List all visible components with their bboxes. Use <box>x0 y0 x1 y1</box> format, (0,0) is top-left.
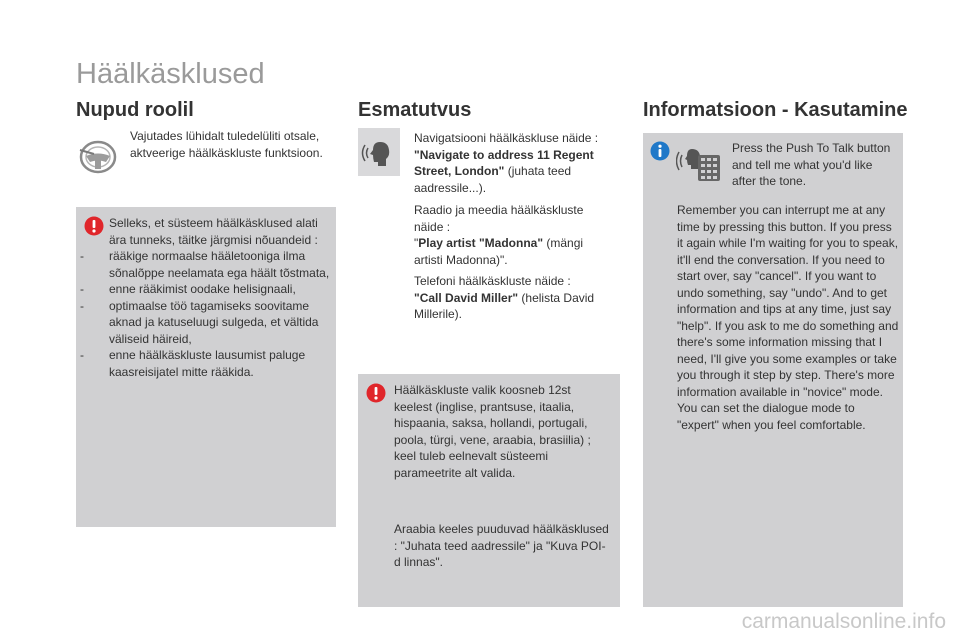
nav-example-suffix: (juhata teed aadressile...). <box>414 164 572 195</box>
section-title-buttons: Nupud roolil <box>76 99 194 121</box>
list-item: - enne häälkäskluste lausumist paluge kaasreisijatel mitte rääkida. <box>76 347 334 380</box>
steering-wheel-icon <box>76 132 118 178</box>
nav-example <box>414 130 614 196</box>
info-panel <box>643 133 903 607</box>
language-note-text: Häälkäskluste valik koosneb 12st keelest (inglise, prantsuse, itaalia, hispaania, saksa, hollandi, portugali, poola, türgi, vene, araabia, brasiilia) ; keel tuleb eelnevalt süsteemi parameetrite alt valida. <box>394 383 591 480</box>
arabic-note-text: Araabia keeles puuduvad häälkäsklused : "Juhata teed aadressile" ja "Kuva POI-d linnas". <box>394 522 609 569</box>
radio-example <box>414 202 614 268</box>
radio-example-suffix: (mängi artisti Madonna)". <box>414 236 584 267</box>
push-to-talk-lead: Press the Push To Talk button and tell me what you'd like after the tone. <box>732 141 891 188</box>
warning-intro: Selleks, et süsteem häälkäsklused alati ära tunneks, täitke järgmisi nõuandeid : <box>109 216 318 247</box>
section-title-first-steps: Esmatutvus <box>358 99 472 121</box>
voice-keypad-icon <box>676 143 726 189</box>
voice-dialogue-text: Remember you can interrupt me at any time by pressing this button. If you press it again while I'm waiting for you to speak, it'll end the conversation. If you need to start over, say "cancel". If you want to undo something, say "undo". And to get information and tips at any time, just say "help". If you ask to me do something and there's some information missing that I need, I'll give you some examples or take you through it step by step. There's more information available in "novice" mode. You can set the dialogue mode to "expert" when you feel comfortable. <box>677 203 899 432</box>
phone-example <box>414 273 614 323</box>
section-title-info-usage: Informatsioon - Kasutamine <box>643 99 908 121</box>
phone-example-command: "Call David Miller" <box>414 290 519 305</box>
warning-panel <box>76 207 336 527</box>
voice-speaking-icon <box>358 128 400 176</box>
info-icon <box>650 141 670 161</box>
list-item: - optimaalse töö tagamiseks soovitame aknad ja katuseluugi sulgeda, et vältida väliseid häireid, <box>76 298 334 348</box>
warning-icon <box>84 216 104 236</box>
steering-intro-text: Vajutades lühidalt tuledelüliti otsale, aktveerige häälkäskluste funktsioon. <box>130 129 323 160</box>
nav-example-command: "Navigate to address 11 Regent Street, London" <box>414 147 594 178</box>
list-item: - rääkige normaalse hääletooniga ilma sõnalõppe neelamata ega häält tõstmata, <box>76 248 334 281</box>
page-title: Häälkäsklused <box>76 58 265 90</box>
phone-example-prefix: Telefoni häälkäskluste näide : <box>414 274 571 288</box>
warning-icon <box>366 383 386 403</box>
radio-example-command: Play artist "Madonna" <box>418 236 544 250</box>
watermark: carmanualsonline.info <box>741 610 946 633</box>
phone-example-suffix: (helista David Millerile). <box>414 290 595 321</box>
warning-list <box>76 248 334 380</box>
warning-text <box>109 215 334 380</box>
radio-example-prefix: Raadio ja meedia häälkäskluste näide : <box>414 203 584 234</box>
radio-example-open-quote: " <box>414 236 419 250</box>
list-item: - enne rääkimist oodake helisignaali, <box>76 281 334 298</box>
language-note-panel <box>358 374 620 607</box>
nav-example-prefix: Navigatsiooni häälkäskluse näide : <box>414 131 599 145</box>
